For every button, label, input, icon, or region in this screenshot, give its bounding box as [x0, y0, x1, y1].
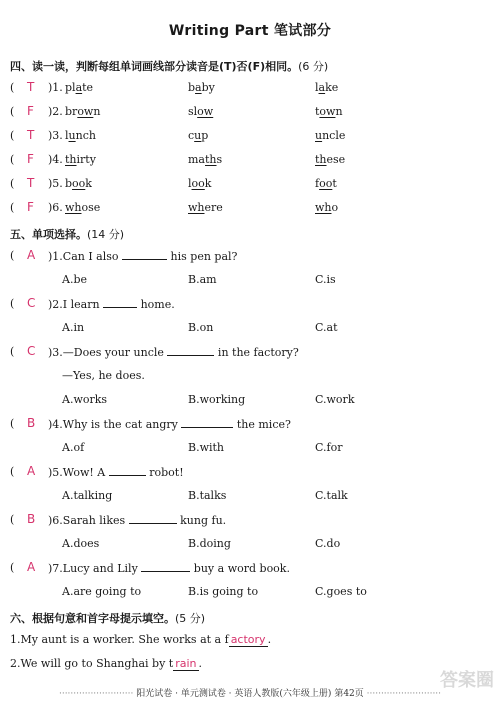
word-prefix: sl	[188, 105, 198, 118]
answer-blank	[181, 417, 233, 428]
word-suffix: ncle	[322, 129, 346, 142]
word-underlined-part: a	[75, 81, 83, 94]
answer-mark: A	[27, 560, 36, 574]
answer-mark: B	[27, 416, 36, 430]
item-number: )6.	[48, 201, 63, 214]
word-suffix: te	[82, 81, 94, 94]
answer-mark: A	[27, 464, 36, 478]
answer-paren-open: (	[10, 465, 15, 478]
page-title: Writing Part 笔试部分	[168, 23, 332, 39]
footer-text: 阳光试卷 · 单元测试卷 · 英语人教版(六年级上册)	[136, 689, 332, 699]
choice-b: B.am	[188, 273, 217, 286]
choice-c: C.talk	[315, 489, 348, 502]
word-underlined-part: u	[68, 129, 76, 142]
word-prefix: l	[188, 177, 192, 190]
word-option	[65, 81, 93, 94]
question-stem: )6.Sarah likes	[48, 514, 126, 527]
word-prefix: c	[188, 129, 195, 142]
answer-paren-open: (	[10, 201, 15, 214]
choice-a: A.works	[62, 393, 108, 406]
word-option	[315, 81, 338, 94]
sentence-end: .	[267, 633, 272, 646]
word-option	[65, 105, 100, 118]
choice-a: A.of	[62, 441, 85, 454]
word-option	[188, 105, 213, 118]
word-option	[65, 129, 96, 142]
word-option	[188, 177, 211, 190]
choice-b: B.working	[188, 393, 246, 406]
question-text	[48, 249, 237, 263]
word-suffix: k	[204, 177, 212, 190]
word-underlined-part: oo	[319, 177, 333, 190]
question-stem: )1.Can I also	[48, 250, 119, 263]
word-underlined-part: ow	[319, 105, 336, 118]
word-option	[188, 129, 208, 142]
word-underlined-part: u	[315, 129, 323, 142]
answer-paren-open: (	[10, 129, 15, 142]
section-4-heading	[10, 58, 328, 74]
question-text	[48, 465, 184, 479]
word-prefix: f	[315, 177, 320, 190]
item-number: )5.	[48, 177, 63, 190]
answer-paren-open: (	[10, 345, 15, 358]
question-tail: his pen pal?	[170, 250, 238, 263]
word-underlined-part: ow	[197, 105, 214, 118]
page-footer	[0, 686, 500, 699]
answer-mark: F	[27, 104, 34, 118]
sentence-text: 1.My aunt is a worker. She works at a f	[10, 633, 229, 646]
section-5-heading-text: 五、单项选择。	[10, 228, 87, 241]
answer-paren-open: (	[10, 297, 15, 310]
answer-mark: A	[27, 248, 36, 262]
word-underlined-part: a	[195, 81, 202, 94]
word-suffix: by	[201, 81, 215, 94]
question-stem: )5.Wow! A	[48, 466, 106, 479]
word-underlined-part: th	[315, 153, 327, 166]
filled-answer: rain	[175, 657, 197, 670]
answer-paren-open: (	[10, 561, 15, 574]
answer-mark: T	[27, 176, 35, 190]
footer-dots-left: ··························	[58, 689, 134, 699]
answer-mark: C	[27, 296, 36, 310]
footer-dots-right: ··························	[366, 689, 442, 699]
choice-a: A.does	[62, 537, 100, 550]
choice-c: C.goes to	[315, 585, 367, 598]
sentence-end: .	[198, 657, 203, 670]
word-option	[188, 201, 223, 214]
word-prefix: pl	[65, 81, 76, 94]
section-6-heading-text: 六、根据句意和首字母提示填空。	[10, 612, 175, 625]
answer-blank	[103, 297, 137, 308]
word-suffix: ke	[325, 81, 339, 94]
fill-in-sentence	[10, 657, 202, 670]
choice-b: B.on	[188, 321, 214, 334]
word-suffix: irty	[76, 153, 96, 166]
word-option	[65, 177, 92, 190]
section-6-heading	[10, 610, 205, 626]
question-tail: robot!	[149, 466, 184, 479]
answer-paren-open: (	[10, 81, 15, 94]
answer-paren-open: (	[10, 417, 15, 430]
choice-a: A.be	[62, 273, 87, 286]
word-option	[188, 81, 215, 94]
question-tail: in the factory?	[217, 346, 299, 359]
answer-mark: T	[27, 80, 35, 94]
choice-a: A.are going to	[62, 585, 142, 598]
choice-a: A.in	[62, 321, 85, 334]
choice-c: C.for	[315, 441, 343, 454]
answer-paren-open: (	[10, 249, 15, 262]
word-underlined-part: wh	[65, 201, 82, 214]
answer-blank	[122, 249, 167, 260]
word-underlined-part: th	[205, 153, 217, 166]
word-option	[315, 129, 345, 142]
word-underlined-part: wh	[188, 201, 205, 214]
choice-c: C.at	[315, 321, 338, 334]
word-suffix: t	[332, 177, 337, 190]
section-6-points: (5 分)	[175, 612, 206, 625]
word-option	[188, 153, 222, 166]
question-stem: )4.Why is the cat angry	[48, 418, 178, 431]
word-prefix: ma	[188, 153, 205, 166]
question-tail: the mice?	[236, 418, 291, 431]
item-number: )4.	[48, 153, 63, 166]
footer-page-number: 第42页	[334, 689, 364, 699]
answer-blank	[109, 465, 146, 476]
word-suffix: s	[216, 153, 223, 166]
question-stem: )2.I learn	[48, 298, 100, 311]
word-suffix: o	[331, 201, 339, 214]
question-stem: )7.Lucy and Lily	[48, 562, 138, 575]
choice-b: B.with	[188, 441, 225, 454]
word-suffix: ose	[81, 201, 101, 214]
choice-b: B.is going to	[188, 585, 259, 598]
question-tail: buy a word book.	[193, 562, 290, 575]
answer-blank	[141, 561, 190, 572]
item-number: )1.	[48, 81, 63, 94]
question-text	[48, 417, 291, 431]
answer-paren-open: (	[10, 153, 15, 166]
word-suffix: ere	[204, 201, 223, 214]
word-suffix: ese	[326, 153, 346, 166]
item-number: )2.	[48, 105, 63, 118]
word-prefix: l	[315, 81, 319, 94]
word-option	[65, 201, 100, 214]
section-5-points: (14 分)	[87, 228, 125, 241]
word-prefix: l	[65, 129, 69, 142]
word-prefix: t	[315, 105, 320, 118]
question-text	[48, 345, 299, 359]
section-4-points: (6 分)	[298, 60, 329, 73]
word-option	[315, 201, 338, 214]
answer-mark: B	[27, 512, 36, 526]
filled-answer: actory	[230, 633, 266, 646]
answer-blank	[129, 513, 177, 524]
section-5-heading	[10, 226, 124, 242]
item-number: )3.	[48, 129, 63, 142]
answer-blank	[167, 345, 214, 356]
question-reply: —Yes, he does.	[62, 369, 145, 382]
word-underlined-part: wh	[315, 201, 332, 214]
answer-mark: F	[27, 200, 34, 214]
answer-mark: F	[27, 152, 34, 166]
question-text	[48, 561, 290, 575]
answer-paren-open: (	[10, 177, 15, 190]
word-suffix: p	[201, 129, 209, 142]
word-option	[65, 153, 96, 166]
watermark-logo: 答案圈	[440, 670, 494, 691]
word-prefix: b	[188, 81, 196, 94]
word-underlined-part: oo	[72, 177, 86, 190]
word-suffix: n	[93, 105, 101, 118]
choice-c: C.do	[315, 537, 341, 550]
word-underlined-part: th	[65, 153, 77, 166]
question-text	[48, 513, 226, 527]
fill-in-sentence	[10, 633, 271, 646]
answer-paren-open: (	[10, 105, 15, 118]
choice-c: C.is	[315, 273, 336, 286]
question-text	[48, 297, 175, 311]
choice-b: B.talks	[188, 489, 227, 502]
question-stem: )3.—Does your uncle	[48, 346, 164, 359]
word-prefix: br	[65, 105, 78, 118]
word-underlined-part: u	[194, 129, 202, 142]
section-4-heading-text: 四、读一读，判断每组单词画线部分读音是(T)否(F)相同。	[10, 60, 299, 73]
question-tail: kung fu.	[180, 514, 227, 527]
word-option	[315, 177, 337, 190]
word-suffix: nch	[75, 129, 96, 142]
choice-b: B.doing	[188, 537, 231, 550]
answer-mark: C	[27, 344, 36, 358]
word-option	[315, 153, 345, 166]
answer-mark: T	[27, 128, 35, 142]
question-tail: home.	[140, 298, 175, 311]
word-underlined-part: ow	[77, 105, 94, 118]
word-underlined-part: oo	[191, 177, 205, 190]
word-suffix: n	[335, 105, 343, 118]
word-suffix: k	[85, 177, 92, 190]
sentence-text: 2.We will go to Shanghai by t	[10, 657, 174, 670]
word-underlined-part: a	[318, 81, 326, 94]
answer-paren-open: (	[10, 513, 15, 526]
choice-a: A.talking	[62, 489, 113, 502]
word-prefix: b	[65, 177, 73, 190]
word-option	[315, 105, 343, 118]
choice-c: C.work	[315, 393, 355, 406]
